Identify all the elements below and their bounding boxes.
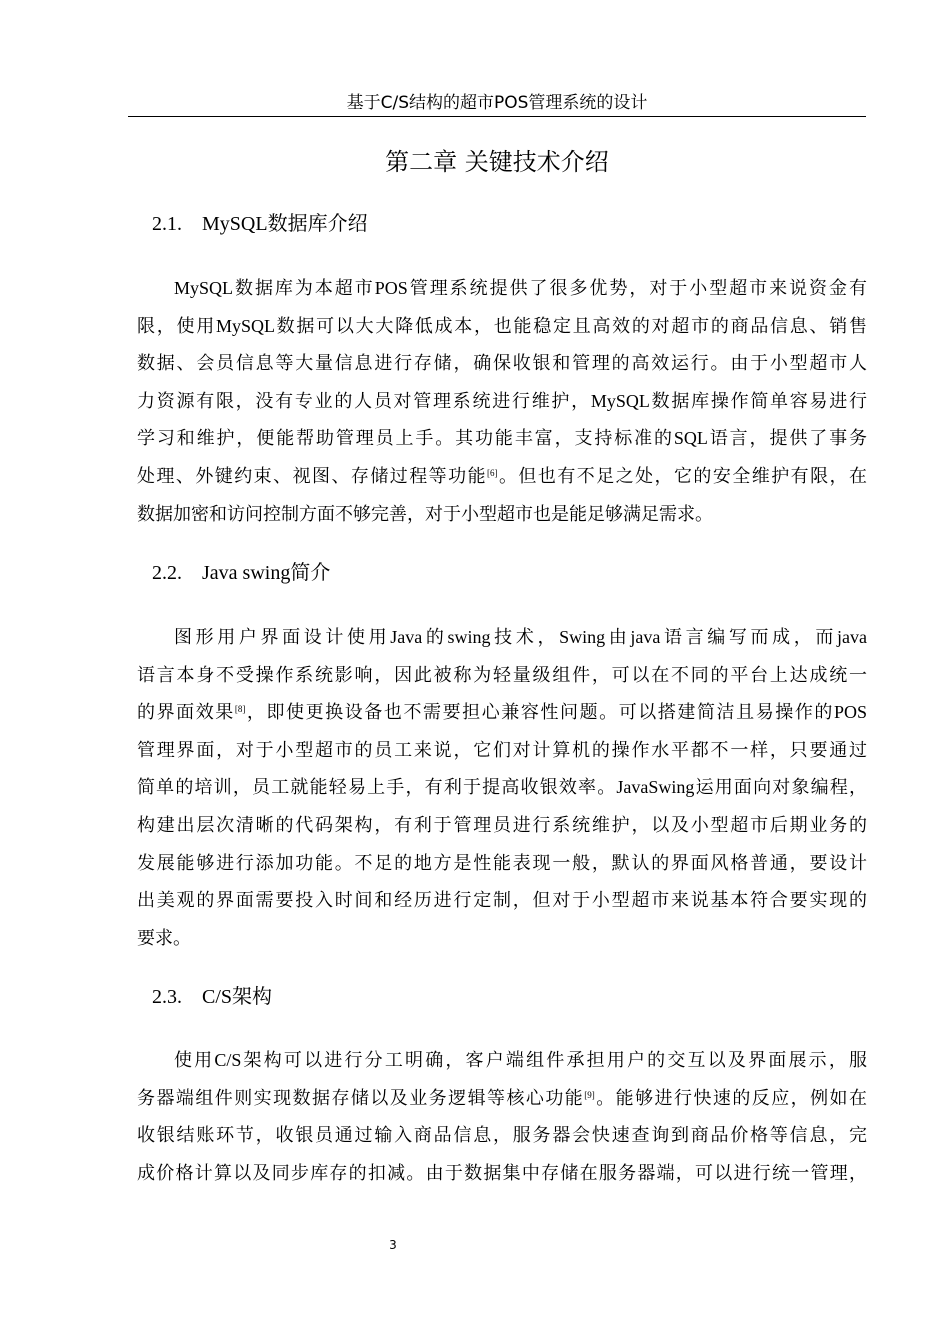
paragraph-line: 使用C/S架构可以进行分工明确，客户端组件承担用户的交互以及界面展示，服 xyxy=(174,1050,867,1070)
paragraph-line: 语言本身不受操作系统影响，因此被称为轻量级组件，可以在不同的平台上达成统一 xyxy=(137,664,867,685)
section-2-1-paragraph xyxy=(137,270,867,533)
paragraph-line: 要求。 xyxy=(137,927,191,948)
paragraph-line: 收银结账环节，收银员通过输入商品信息，服务器会快速查询到商品价格等信息，完 xyxy=(137,1125,867,1146)
section-title: MySQL数据库介绍 xyxy=(202,213,368,235)
citation-8: [8] xyxy=(234,704,246,715)
paragraph-line: 学习和维护，便能帮助管理员上手。其功能丰富，支持标准的SQL语言，提供了事务 xyxy=(137,428,867,449)
line-text: 。但也有不足之处，它的安全维护有限，在 xyxy=(497,465,868,486)
paragraph-line: MySQL数据库为本超市POS管理系统提供了很多优势，对于小型超市来说资金有 xyxy=(174,278,867,298)
line-text: ，即使更换设备也不需要担心兼容性问题。可以搭建简洁且易操作的POS xyxy=(245,702,867,723)
line-text: 。能够进行快速的反应，例如在 xyxy=(594,1087,868,1108)
paragraph-line: 图形用户界面设计使用Java的swing技术，Swing由java语言编写而成，而java xyxy=(174,627,867,647)
paragraph-line: 限，使用MySQL数据可以大大降低成本，也能稳定且高效的对超市的商品信息、销售 xyxy=(137,315,867,336)
page-number: 3 xyxy=(389,1238,397,1252)
paragraph-line: 发展能够进行添加功能。不足的地方是性能表现一般，默认的界面风格普通，要设计 xyxy=(137,852,867,873)
paragraph-line: 力资源有限，没有专业的人员对管理系统进行维护，MySQL数据库操作简单容易进行 xyxy=(137,390,867,411)
paragraph-line: 出美观的界面需要投入时间和经历进行定制，但对于小型超市来说基本符合要实现的 xyxy=(137,890,867,911)
section-2-2-paragraph xyxy=(137,619,867,957)
section-number: 2.1. xyxy=(152,213,182,235)
paragraph-line: 管理界面，对于小型超市的员工来说，它们对计算机的操作水平都不一样，只要通过 xyxy=(137,739,867,760)
citation-9: [9] xyxy=(584,1089,595,1100)
paragraph-line xyxy=(137,694,867,732)
section-2-3-paragraph xyxy=(137,1042,867,1192)
paragraph-line xyxy=(137,458,867,496)
section-heading-2-2 xyxy=(152,559,330,587)
section-heading-2-1 xyxy=(152,210,368,238)
paragraph-line: 简单的培训，员工就能轻易上手，有利于提高收银效率。JavaSwing运用面向对象编程， xyxy=(137,777,867,798)
section-title: Java swing简介 xyxy=(202,562,331,584)
paragraph-line: 成价格计算以及同步库存的扣减。由于数据集中存储在服务器端，可以进行统一管理， xyxy=(137,1162,867,1183)
line-text: 的界面效果 xyxy=(137,702,235,723)
citation-6: [6] xyxy=(487,467,498,478)
line-text: 务器端组件则实现数据存储以及业务逻辑等核心功能 xyxy=(137,1087,585,1108)
paragraph-line: 数据、会员信息等大量信息进行存储，确保收银和管理的高效运行。由于小型超市人 xyxy=(137,353,867,374)
section-title: C/S架构 xyxy=(202,986,273,1008)
header-rule xyxy=(128,116,866,117)
line-text: 处理、外键约束、视图、存储过程等功能 xyxy=(137,465,488,486)
paragraph-line: 构建出层次清晰的代码架构，有利于管理员进行系统维护，以及小型超市后期业务的 xyxy=(137,814,867,835)
paragraph-line: 数据加密和访问控制方面不够完善，对于小型超市也是能足够满足需求。 xyxy=(137,503,713,524)
section-number: 2.3. xyxy=(152,986,182,1008)
chapter-title: 第二章 关键技术介绍 xyxy=(385,148,609,176)
section-heading-2-3 xyxy=(152,983,272,1011)
running-header: 基于C/S结构的超市POS管理系统的设计 xyxy=(346,93,648,113)
paragraph-line xyxy=(137,1080,867,1118)
section-number: 2.2. xyxy=(152,562,182,584)
